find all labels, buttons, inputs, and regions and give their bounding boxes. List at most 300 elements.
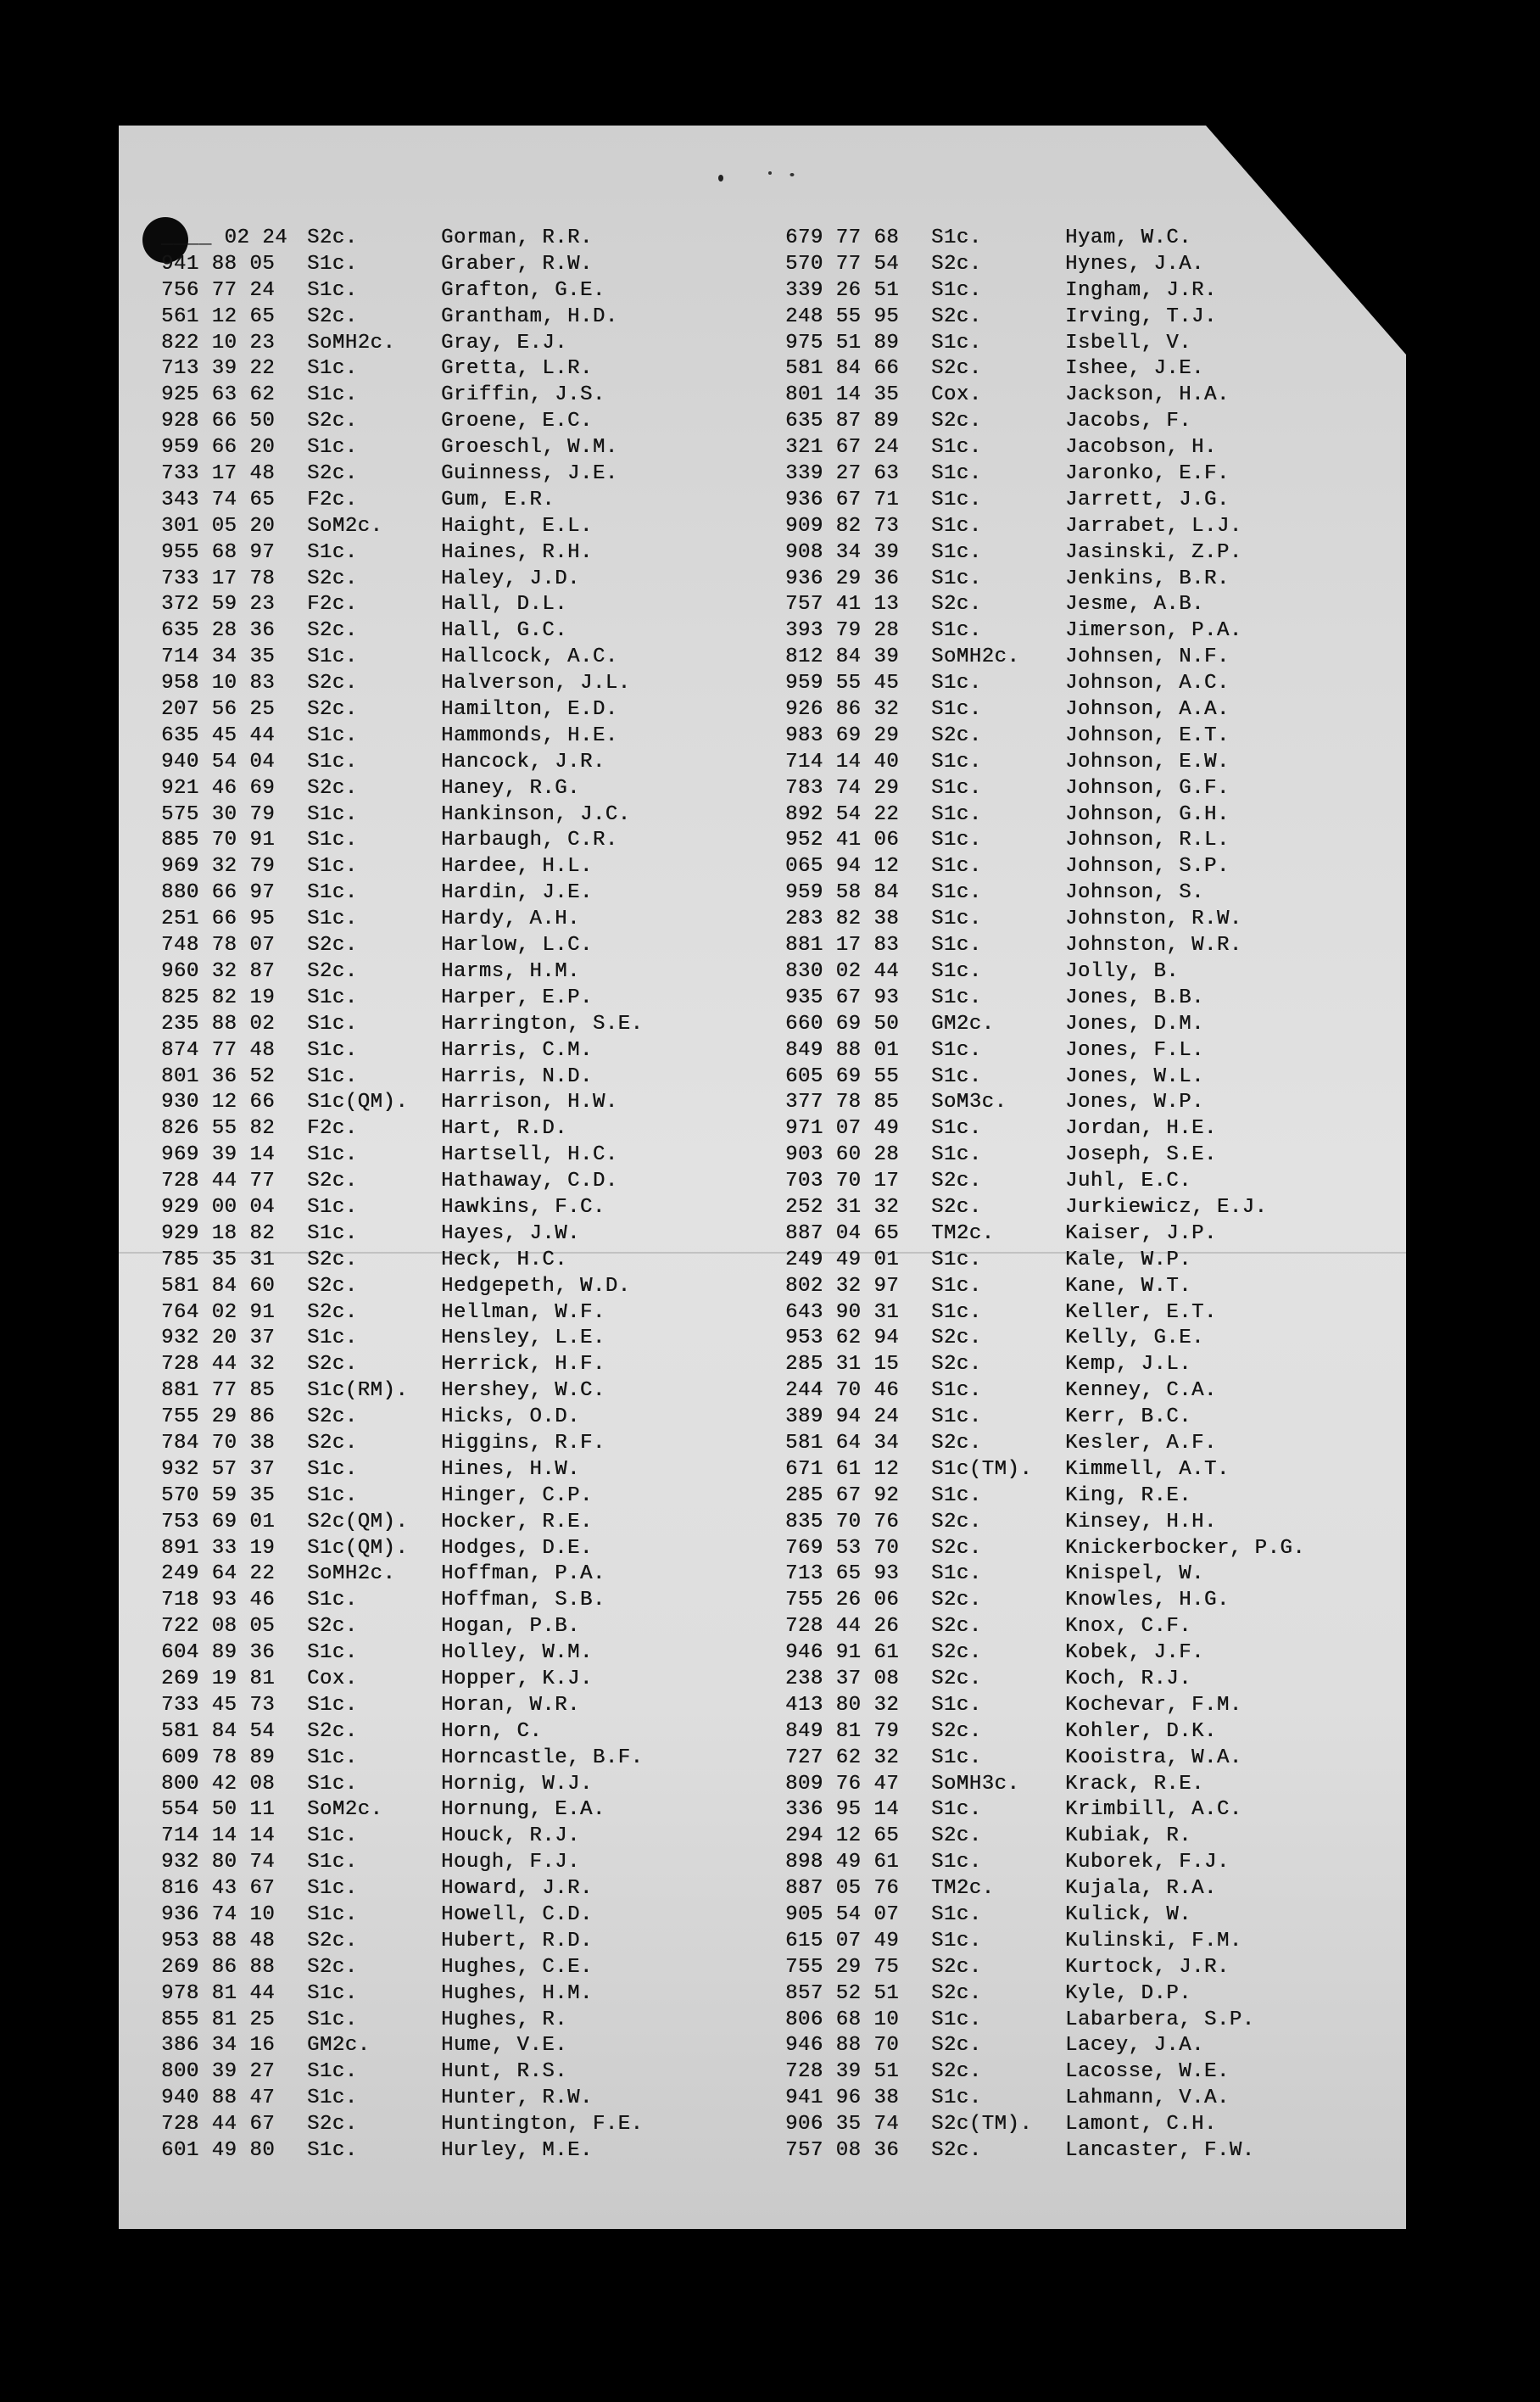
roster-entry — [785, 1457, 1396, 1483]
sailor-name: Jarrabet, L.J. — [1065, 514, 1242, 538]
roster-entry — [785, 2059, 1396, 2086]
rating: S1c(RM). — [307, 1379, 409, 1403]
rating: S1c(TM). — [931, 1457, 1033, 1481]
service-number: ____ 02 24 — [161, 226, 288, 249]
rating: S2c. — [931, 1981, 982, 2005]
service-number: 635 45 44 — [161, 723, 276, 747]
roster-entry — [161, 1064, 772, 1091]
rating: S1c. — [931, 1248, 982, 1271]
sailor-name: Johnson, E.T. — [1065, 723, 1230, 747]
rating: S1c. — [307, 1012, 358, 1036]
rating: S2c. — [307, 1300, 358, 1324]
rating: S1c. — [307, 1693, 358, 1717]
sailor-name: Jenkins, B.R. — [1065, 567, 1230, 590]
roster-entry — [161, 1169, 772, 1195]
roster-entry — [785, 723, 1396, 750]
service-number: 941 88 05 — [161, 252, 276, 276]
service-number: 809 76 47 — [785, 1772, 900, 1796]
service-number: 727 62 32 — [785, 1746, 900, 1769]
roster-entry — [161, 1248, 772, 1274]
rating: S1c. — [307, 1143, 358, 1167]
roster-entry — [785, 1561, 1396, 1588]
sailor-name: Jolly, B. — [1065, 959, 1180, 983]
rating: S2c. — [931, 1327, 982, 1350]
sailor-name: Howard, J.R. — [441, 1877, 593, 1901]
service-number: 769 53 70 — [785, 1536, 900, 1560]
service-number: 757 41 13 — [785, 593, 900, 617]
service-number: 825 82 19 — [161, 986, 276, 1009]
roster-entry — [785, 1090, 1396, 1116]
roster-entry — [785, 933, 1396, 959]
service-number: 722 08 05 — [161, 1615, 276, 1639]
roster-entry — [161, 802, 772, 829]
sailor-name: Koch, R.J. — [1065, 1667, 1192, 1690]
rating: S1c. — [307, 436, 358, 460]
rating: SoM2c. — [307, 1798, 383, 1822]
rating: S1c. — [307, 1221, 358, 1245]
roster-entry — [161, 1195, 772, 1221]
service-number: 932 57 37 — [161, 1457, 276, 1481]
service-number: 887 04 65 — [785, 1221, 900, 1245]
roster-entry — [161, 252, 772, 278]
roster-entry — [161, 1746, 772, 1772]
sailor-name: Halverson, J.L. — [441, 672, 631, 695]
service-number: 960 32 87 — [161, 959, 276, 983]
sailor-name: Horan, W.R. — [441, 1693, 580, 1717]
sailor-name: Jones, B.B. — [1065, 986, 1204, 1009]
rating: S1c. — [931, 802, 982, 826]
sailor-name: Lacey, J.A. — [1065, 2034, 1204, 2058]
roster-entry — [161, 331, 772, 357]
rating: S1c. — [931, 1903, 982, 1926]
service-number: 953 62 94 — [785, 1327, 900, 1350]
rating: S2c. — [931, 1589, 982, 1612]
rating: S2c. — [931, 252, 982, 276]
sailor-name: Houck, R.J. — [441, 1824, 580, 1848]
service-number: 887 05 76 — [785, 1877, 900, 1901]
sailor-name: Hocker, R.E. — [441, 1510, 593, 1533]
rating: S1c. — [931, 540, 982, 564]
service-number: 826 55 82 — [161, 1117, 276, 1141]
roster-entry — [785, 2033, 1396, 2059]
sailor-name: Kesler, A.F. — [1065, 1431, 1217, 1455]
roster-entry — [785, 1981, 1396, 2008]
roster-entry — [785, 880, 1396, 907]
rating: S1c. — [931, 1143, 982, 1167]
roster-entry — [785, 1012, 1396, 1038]
roster-entry — [161, 488, 772, 514]
service-number: 321 67 24 — [785, 436, 900, 460]
service-number: 728 44 32 — [161, 1353, 276, 1377]
service-number: 801 14 35 — [785, 383, 900, 407]
sailor-name: Jackson, H.A. — [1065, 383, 1230, 407]
rating: S2c. — [931, 410, 982, 433]
rating: S1c. — [307, 645, 358, 669]
sailor-name: Lacosse, W.E. — [1065, 2060, 1230, 2084]
roster-entry — [785, 1797, 1396, 1824]
sailor-name: Kinsey, H.H. — [1065, 1510, 1217, 1533]
sailor-name: Hopper, K.J. — [441, 1667, 593, 1690]
roster-entry — [785, 959, 1396, 986]
rating: S2c. — [307, 619, 358, 643]
service-number: 822 10 23 — [161, 331, 276, 355]
sailor-name: Knispel, W. — [1065, 1562, 1204, 1586]
service-number: 929 18 82 — [161, 1221, 276, 1245]
service-number: 283 82 38 — [785, 908, 900, 931]
service-number: 389 94 24 — [785, 1405, 900, 1429]
rating: S2c. — [931, 1641, 982, 1665]
service-number: 728 44 77 — [161, 1170, 276, 1193]
service-number: 830 02 44 — [785, 959, 900, 983]
sailor-name: Holley, W.M. — [441, 1641, 593, 1665]
roster-entry — [161, 1405, 772, 1431]
roster-entry — [785, 1405, 1396, 1431]
service-number: 660 69 50 — [785, 1012, 900, 1036]
roster-entry — [161, 2059, 772, 2086]
roster-entry — [161, 1378, 772, 1405]
roster-entry — [785, 618, 1396, 645]
sailor-name: Ingham, J.R. — [1065, 278, 1217, 302]
service-number: 269 19 81 — [161, 1667, 276, 1690]
roster-entry — [161, 1640, 772, 1667]
service-number: 935 67 93 — [785, 986, 900, 1009]
sailor-name: Jacobson, H. — [1065, 436, 1217, 460]
rating: SoMH2c. — [307, 331, 396, 355]
sailor-name: Isbell, V. — [1065, 331, 1192, 355]
sailor-name: Harrison, H.W. — [441, 1091, 618, 1114]
sailor-name: Heck, H.C. — [441, 1248, 568, 1271]
roster-entry — [785, 304, 1396, 331]
service-number: 285 31 15 — [785, 1353, 900, 1377]
roster-entry — [785, 1746, 1396, 1772]
service-number: 207 56 25 — [161, 698, 276, 722]
sailor-name: Haight, E.L. — [441, 514, 593, 538]
service-number: 812 84 39 — [785, 645, 900, 669]
sailor-name: Kerr, B.C. — [1065, 1405, 1192, 1429]
roster-entry — [785, 1038, 1396, 1064]
roster-entry — [161, 1038, 772, 1064]
service-number: 905 54 07 — [785, 1903, 900, 1926]
sailor-name: Johnson, G.F. — [1065, 776, 1230, 800]
service-number: 561 12 65 — [161, 304, 276, 328]
service-number: 921 46 69 — [161, 776, 276, 800]
sailor-name: Kimmell, A.T. — [1065, 1457, 1230, 1481]
service-number: 581 84 54 — [161, 1719, 276, 1743]
service-number: 926 86 32 — [785, 698, 900, 722]
rating: S2c. — [931, 2139, 982, 2163]
service-number: 393 79 28 — [785, 619, 900, 643]
roster-entry — [161, 278, 772, 304]
sailor-name: Hubert, R.D. — [441, 1929, 593, 1952]
service-number: 235 88 02 — [161, 1012, 276, 1036]
sailor-name: Knickerbocker, P.G. — [1065, 1536, 1306, 1560]
rating: S1c. — [931, 488, 982, 511]
sailor-name: Griffin, J.S. — [441, 383, 605, 407]
roster-column-right — [785, 226, 1396, 2165]
service-number: 975 51 89 — [785, 331, 900, 355]
rating: S1c. — [931, 672, 982, 695]
sailor-name: Hawkins, F.C. — [441, 1195, 605, 1219]
service-number: 953 88 48 — [161, 1929, 276, 1952]
roster-entry — [161, 1824, 772, 1850]
roster-column-left — [161, 226, 772, 2165]
roster-entry — [785, 356, 1396, 383]
roster-entry — [785, 226, 1396, 252]
service-number: 248 55 95 — [785, 304, 900, 328]
roster-entry — [785, 1719, 1396, 1746]
service-number: 372 59 23 — [161, 593, 276, 617]
sailor-name: Hume, V.E. — [441, 2034, 568, 2058]
sailor-name: Hall, G.C. — [441, 619, 568, 643]
service-number: 755 26 06 — [785, 1589, 900, 1612]
rating: S1c. — [931, 514, 982, 538]
rating: S1c. — [307, 1641, 358, 1665]
service-number: 958 10 83 — [161, 672, 276, 695]
roster-entry — [161, 567, 772, 593]
rating: S2c. — [307, 1274, 358, 1298]
sailor-name: Jones, D.M. — [1065, 1012, 1204, 1036]
sailor-name: Hughes, R. — [441, 2008, 568, 2031]
rating: S1c. — [307, 2008, 358, 2031]
roster-entry — [161, 776, 772, 802]
sailor-name: Kulick, W. — [1065, 1903, 1192, 1926]
sailor-name: Horn, C. — [441, 1719, 543, 1743]
service-number: 835 70 76 — [785, 1510, 900, 1533]
roster-entry — [161, 1850, 772, 1876]
sailor-name: Jarrett, J.G. — [1065, 488, 1230, 511]
rating: S2c. — [307, 698, 358, 722]
rating: S1c. — [307, 2060, 358, 2084]
rating: S1c. — [931, 698, 982, 722]
service-number: 800 42 08 — [161, 1772, 276, 1796]
rating: S2c. — [307, 1929, 358, 1952]
sailor-name: Harris, C.M. — [441, 1038, 593, 1062]
roster-entry — [161, 1561, 772, 1588]
service-number: 733 17 48 — [161, 462, 276, 486]
rating: S2c. — [307, 1353, 358, 1377]
rating: S1c. — [931, 829, 982, 852]
sailor-name: Hines, H.W. — [441, 1457, 580, 1481]
sailor-name: Kemp, J.L. — [1065, 1353, 1192, 1377]
rating: S1c. — [931, 1562, 982, 1586]
rating: SoMH2c. — [931, 645, 1020, 669]
service-number: 713 39 22 — [161, 357, 276, 381]
service-number: 955 68 97 — [161, 540, 276, 564]
roster-entry — [161, 1772, 772, 1798]
sailor-name: Horncastle, B.F. — [441, 1746, 644, 1769]
service-number: 959 58 84 — [785, 881, 900, 905]
rating: S2c. — [931, 1431, 982, 1455]
service-number: 802 32 97 — [785, 1274, 900, 1298]
roster-entry — [785, 1221, 1396, 1248]
rating: S2c. — [307, 776, 358, 800]
service-number: 714 34 35 — [161, 645, 276, 669]
rating: S2c. — [307, 1405, 358, 1429]
service-number: 377 78 85 — [785, 1091, 900, 1114]
rating: S2c. — [307, 1431, 358, 1455]
sailor-name: Jordan, H.E. — [1065, 1117, 1217, 1141]
service-number: 249 49 01 — [785, 1248, 900, 1271]
rating: S2c(TM). — [931, 2113, 1033, 2137]
service-number: 671 61 12 — [785, 1457, 900, 1481]
service-number: 615 07 49 — [785, 1929, 900, 1952]
roster-entry — [161, 645, 772, 671]
service-number: 753 69 01 — [161, 1510, 276, 1533]
sailor-name: Hinger, C.P. — [441, 1483, 593, 1507]
rating: S1c. — [931, 1798, 982, 1822]
service-number: 285 67 92 — [785, 1483, 900, 1507]
sailor-name: Kaiser, J.P. — [1065, 1221, 1217, 1245]
rating: S2c. — [307, 934, 358, 958]
service-number: 755 29 75 — [785, 1955, 900, 1979]
rating: S1c. — [931, 1929, 982, 1952]
roster-entry — [785, 1431, 1396, 1457]
sailor-name: Harris, N.D. — [441, 1064, 593, 1088]
roster-entry — [161, 540, 772, 567]
service-number: 294 12 65 — [785, 1824, 900, 1848]
roster-entry — [161, 1588, 772, 1614]
service-number: 940 88 47 — [161, 2086, 276, 2110]
roster-entry — [785, 697, 1396, 723]
sailor-name: Harms, H.M. — [441, 959, 580, 983]
service-number: 940 54 04 — [161, 750, 276, 774]
service-number: 635 87 89 — [785, 410, 900, 433]
sailor-name: Hammonds, H.E. — [441, 723, 618, 747]
service-number: 386 34 16 — [161, 2034, 276, 2058]
roster-entry — [161, 1510, 772, 1536]
sailor-name: Johnsen, N.F. — [1065, 645, 1230, 669]
service-number: 679 77 68 — [785, 226, 900, 249]
service-number: 909 82 73 — [785, 514, 900, 538]
rating: S1c. — [307, 1483, 358, 1507]
roster-entry — [161, 1012, 772, 1038]
rating: S2c. — [931, 2060, 982, 2084]
roster-entry — [785, 1274, 1396, 1300]
rating: S1c. — [307, 1772, 358, 1796]
service-number: 946 88 70 — [785, 2034, 900, 2058]
service-number: 925 63 62 — [161, 383, 276, 407]
rating: TM2c. — [931, 1221, 995, 1245]
roster-entry — [161, 933, 772, 959]
service-number: 881 77 85 — [161, 1379, 276, 1403]
rating: S1c. — [931, 436, 982, 460]
service-number: 881 17 83 — [785, 934, 900, 958]
sailor-name: Harper, E.P. — [441, 986, 593, 1009]
roster-entry — [785, 1955, 1396, 1981]
rating: F2c. — [307, 488, 358, 511]
roster-entry — [785, 1510, 1396, 1536]
rating: S2c. — [307, 2113, 358, 2137]
service-number: 581 84 66 — [785, 357, 900, 381]
rating: S1c. — [931, 1300, 982, 1324]
rating: S2c. — [931, 1195, 982, 1219]
sailor-name: Hartsell, H.C. — [441, 1143, 618, 1167]
rating: S1c. — [307, 1064, 358, 1088]
sailor-name: Knowles, H.G. — [1065, 1589, 1230, 1612]
sailor-name: Jurkiewicz, E.J. — [1065, 1195, 1268, 1219]
service-number: 932 80 74 — [161, 1851, 276, 1874]
service-number: 880 66 97 — [161, 881, 276, 905]
rating: S1c. — [931, 1379, 982, 1403]
roster-entry — [785, 1248, 1396, 1274]
roster-entry — [161, 697, 772, 723]
sailor-name: Kenney, C.A. — [1065, 1379, 1217, 1403]
rating: S2c. — [931, 723, 982, 747]
roster-entry — [785, 776, 1396, 802]
service-number: 718 93 46 — [161, 1589, 276, 1612]
rating: S1c. — [931, 1274, 982, 1298]
rating: S2c(QM). — [307, 1510, 409, 1533]
rating: S1c. — [307, 383, 358, 407]
service-number: 065 94 12 — [785, 855, 900, 879]
service-number: 959 66 20 — [161, 436, 276, 460]
rating: S1c. — [931, 2008, 982, 2031]
rating: S1c. — [307, 1903, 358, 1926]
service-number: 849 81 79 — [785, 1719, 900, 1743]
service-number: 336 95 14 — [785, 1798, 900, 1822]
sailor-name: Hoffman, P.A. — [441, 1562, 605, 1586]
rating: GM2c. — [931, 1012, 995, 1036]
rating: S1c. — [931, 881, 982, 905]
sailor-name: Hurley, M.E. — [441, 2139, 593, 2163]
roster-entry — [161, 1981, 772, 2008]
roster-entry — [161, 1352, 772, 1378]
rating: S1c(QM). — [307, 1091, 409, 1114]
rating: S1c. — [931, 226, 982, 249]
rating: S1c. — [307, 855, 358, 879]
roster-entry — [161, 1221, 772, 1248]
sailor-name: Grantham, H.D. — [441, 304, 618, 328]
rating: S1c. — [307, 723, 358, 747]
sailor-name: Hellman, W.F. — [441, 1300, 605, 1324]
rating: F2c. — [307, 593, 358, 617]
roster-entry — [785, 2112, 1396, 2138]
rating: S1c. — [307, 1851, 358, 1874]
roster-entry — [785, 488, 1396, 514]
sailor-name: Hunt, R.S. — [441, 2060, 568, 2084]
rating: S1c. — [931, 959, 982, 983]
sailor-name: Hyam, W.C. — [1065, 226, 1192, 249]
roster-entry — [785, 383, 1396, 409]
service-number: 892 54 22 — [785, 802, 900, 826]
roster-entry — [161, 671, 772, 697]
service-number: 609 78 89 — [161, 1746, 276, 1769]
service-number: 932 20 37 — [161, 1327, 276, 1350]
service-number: 714 14 14 — [161, 1824, 276, 1848]
rating: S2c. — [931, 357, 982, 381]
service-number: 643 90 31 — [785, 1300, 900, 1324]
rating: SoM2c. — [307, 514, 383, 538]
rating: S1c. — [931, 2086, 982, 2110]
sailor-name: Harrington, S.E. — [441, 1012, 644, 1036]
sailor-name: Johnston, W.R. — [1065, 934, 1242, 958]
roster-entry — [161, 959, 772, 986]
sailor-name: Herrick, H.F. — [441, 1353, 605, 1377]
sailor-name: Lahmann, V.A. — [1065, 2086, 1230, 2110]
sailor-name: Huntington, F.E. — [441, 2113, 644, 2137]
rating: S1c. — [931, 986, 982, 1009]
service-number: 581 84 60 — [161, 1274, 276, 1298]
roster-entry — [161, 1431, 772, 1457]
sailor-name: Johnson, S. — [1065, 881, 1204, 905]
roster-entry — [161, 1300, 772, 1327]
sailor-name: Gretta, L.R. — [441, 357, 593, 381]
sailor-name: Hough, F.J. — [441, 1851, 580, 1874]
rating: S1c. — [931, 462, 982, 486]
sailor-name: Hicks, O.D. — [441, 1405, 580, 1429]
rating: SoM3c. — [931, 1091, 1007, 1114]
rating: S1c. — [931, 1405, 982, 1429]
